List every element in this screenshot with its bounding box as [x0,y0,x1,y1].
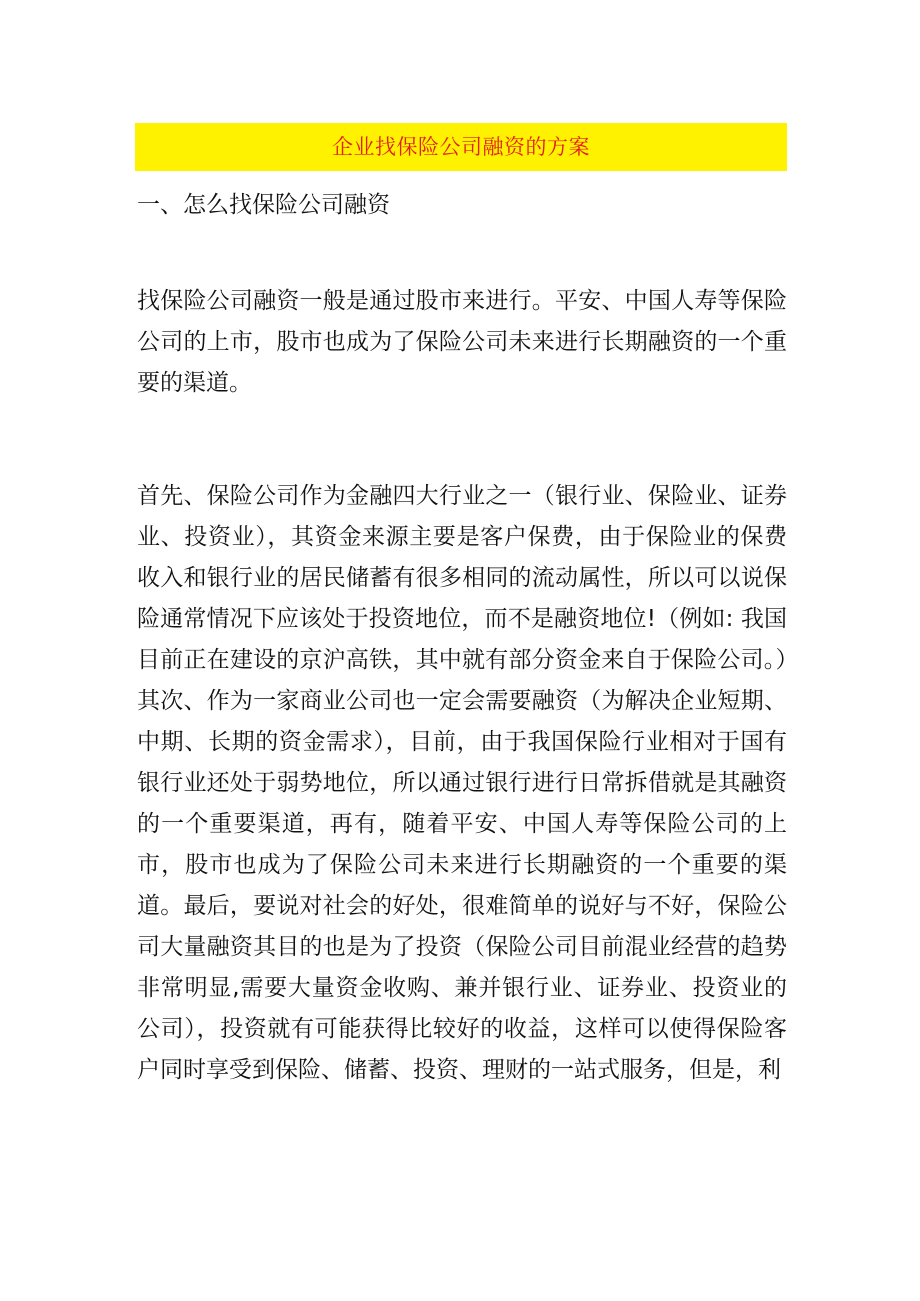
section-heading: 一、怎么找保险公司融资 [137,192,390,218]
paragraph-intro: 找保险公司融资一般是通过股市来进行。平安、中国人寿等保险公司的上市，股市也成为了保险公司未来进行长期融资的一个重要的渠道。 [137,288,787,396]
paragraph-body: 首先、保险公司作为金融四大行业之一（银行业、保险业、证券业、投资业），其资金来源主要是客户保费，由于保险业的保费收入和银行业的居民储蓄有很多相同的流动属性，所以可以说保险通常情况下应该处于投资地位，而不是融资地位!（例如: 我国目前正在建设的京沪高铁，其中就有部分资金来自于保险公司。）其次、作为一家商业公司也一定会需要融资（为解决企业短期、中期、长期的资金需求），目前，由于我国保险行业相对于国有银行业还处于弱势地位，所以通过银行进行日常拆借就是其融资的一个重要渠道，再有，随着平安、中国人寿等保险公司的上市，股市也成为了保险公司未来进行长期融资的一个重要的渠道。最后，要说对社会的好处，很难简单的说好与不好，保险公司大量融资其目的也是为了投资（保险公司目前混业经营的趋势非常明显,需要大量资金收购、兼并银行业、证券业、投资业的公司），投资就有可能获得比较好的收益，这样可以使得保险客户同时享受到保险、储蓄、投资、理财的一站式服务，但是，利 [137,483,787,1083]
document-title: 企业找保险公司融资的方案 [135,123,787,171]
